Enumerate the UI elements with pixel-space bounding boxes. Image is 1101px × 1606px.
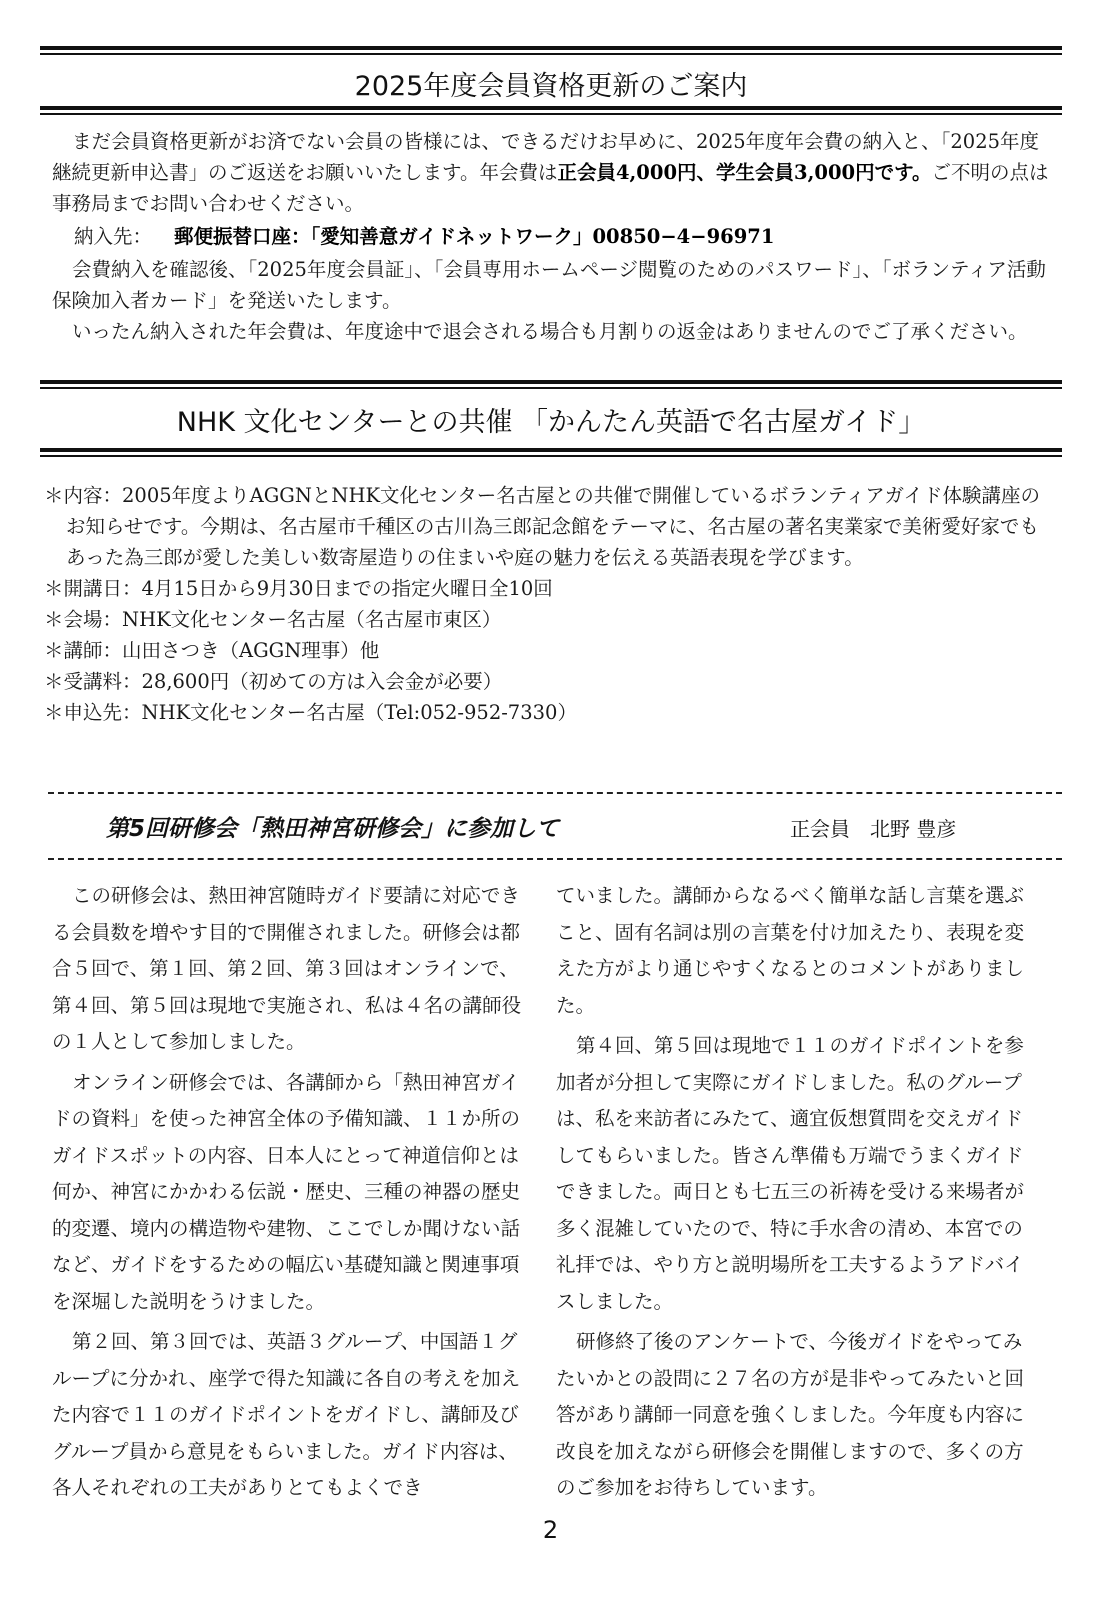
section1-body	[52, 126, 1052, 347]
section2-title: NHK 文化センターとの共催 「かんたん英語で名古屋ガイド」	[176, 407, 926, 438]
list-item-venue: ＊会場：NHK文化センター名古屋（名古屋市東区）	[44, 608, 502, 631]
payment-account: 郵便振替口座：「愛知善意ガイドネットワーク」00850−4−96971	[174, 225, 775, 248]
article-top-dashed-rule	[48, 792, 1062, 794]
list-item-content: ＊内容：2005年度よりAGGNとNHK文化センター名古屋との共催で開催しているボランティアガイド体験講座のお知らせです。今期は、名古屋市千種区の古川為三郎記念館をテーマに、名古屋の著名実業家で美術愛好家でもあった為三郎が愛した美しい数寄屋造りの住まいや庭の魅力を伝える英語表現を学びます。	[44, 484, 1040, 569]
section1-para3: いったん納入された年会費は、年度途中で退会される場合も月割りの返金はありませんのでご了承ください。	[72, 320, 1028, 343]
payment-destination	[52, 221, 1052, 252]
left-para-2: オンライン研修会では、各講師から「熱田神宮ガイドの資料」を使った神宮全体の予備知識、１１か所のガイドスポットの内容、日本人にとって神道信仰とは何か、神宮にかかわる伝説・歴史、三種の神器の歴史的変遷、境内の構造物や建物、ここでしか聞けない話など、ガイドをするための幅広い基礎知識と関連事項を深堀した説明をうけました。	[52, 1070, 521, 1313]
para1-text1: まだ会員資格更新がお済でない会員の皆様には、できるだけお早めに、2025年度年会費の納入と、「2025年度継続更新申込書」のご返送をお願いいたします。年会費は	[52, 130, 1040, 184]
section2-top-rule	[40, 380, 1062, 389]
left-para-3: 第２回、第３回では、英語３グループ、中国語１グループに分かれ、座学で得た知識に各自の考えを加えた内容で１１のガイドポイントをガイドし、講師及びグループ員から意見をもらいました。ガイド内容は、各人それぞれの工夫がありとてもよくでき	[52, 1330, 521, 1499]
section1-para1	[52, 126, 1052, 219]
article-right-column	[556, 878, 1026, 1511]
section1-title-rule	[40, 106, 1062, 115]
right-para-2: 第４回、第５回は現地で１１のガイドポイントを参加者が分担して実際にガイドしました。私のグループは、私を来訪者にみたて、適宜仮想質問を交えガイドしてもらいました。皆さん準備も万端でうまくガイドできました。両日とも七五三の祈祷を受ける来場者が多く混雑していたので、特に手水舎の清め、本宮での礼拝では、やり方と説明場所を工夫するようアドバイスしました。	[556, 1034, 1025, 1313]
left-para-1: この研修会は、熱田神宮随時ガイド要請に対応できる会員数を増やす目的で開催されました。研修会は都合５回で、第１回、第２回、第３回はオンラインで、第４回、第５回は現地で実施され、私は４名の講師役の１人として参加しました。	[52, 884, 522, 1053]
list-item-dates: ＊開講日：4月15日から9月30日までの指定火曜日全10回	[44, 577, 553, 600]
list-item-instructor: ＊講師：山田さつき（AGGN理事）他	[44, 639, 380, 662]
top-double-rule	[40, 46, 1062, 55]
section2-list	[44, 480, 1054, 728]
article-title: 第5回研修会「熱田神宮研修会」に参加して	[106, 816, 560, 842]
section2-title-rule	[40, 448, 1062, 457]
article-bottom-dashed-rule	[48, 858, 1062, 860]
para1-text2: ご不明の点は事務局までお問い合わせください。	[52, 161, 1049, 215]
list-item-fee: ＊受講料：28,600円（初めての方は入会金が必要）	[44, 670, 503, 693]
list-item-application: ＊申込先：NHK文化センター名古屋（Tel:052-952-7330）	[44, 701, 577, 724]
section1-title: 2025年度会員資格更新のご案内	[354, 71, 748, 102]
page-number: 2	[542, 1516, 559, 1544]
article-left-column	[52, 878, 522, 1511]
section1-para2: 会費納入を確認後、「2025年度会員証」、「会員専用ホームページ閲覧のためのパスワード」、「ボランティア活動保険加入者カード」を発送いたします。	[52, 258, 1046, 312]
article-author: 正会員 北野 豊彦	[790, 817, 957, 841]
payment-label: 納入先：	[74, 225, 153, 248]
right-para-1: ていました。講師からなるべく簡単な話し言葉を選ぶこと、固有名詞は別の言葉を付け加えたり、表現を変えた方がより通じやすくなるとのコメントがありました。	[556, 884, 1025, 1017]
right-para-3: 研修終了後のアンケートで、今後ガイドをやってみたいかとの設問に２７名の方が是非やってみたいと回答があり講師一同意を強くしました。今年度も内容に改良を加えながら研修会を開催しますので、多くの方のご参加をお待ちしています。	[556, 1330, 1025, 1499]
fee-amounts: 正会員4,000円、学生会員3,000円です。	[557, 161, 932, 184]
